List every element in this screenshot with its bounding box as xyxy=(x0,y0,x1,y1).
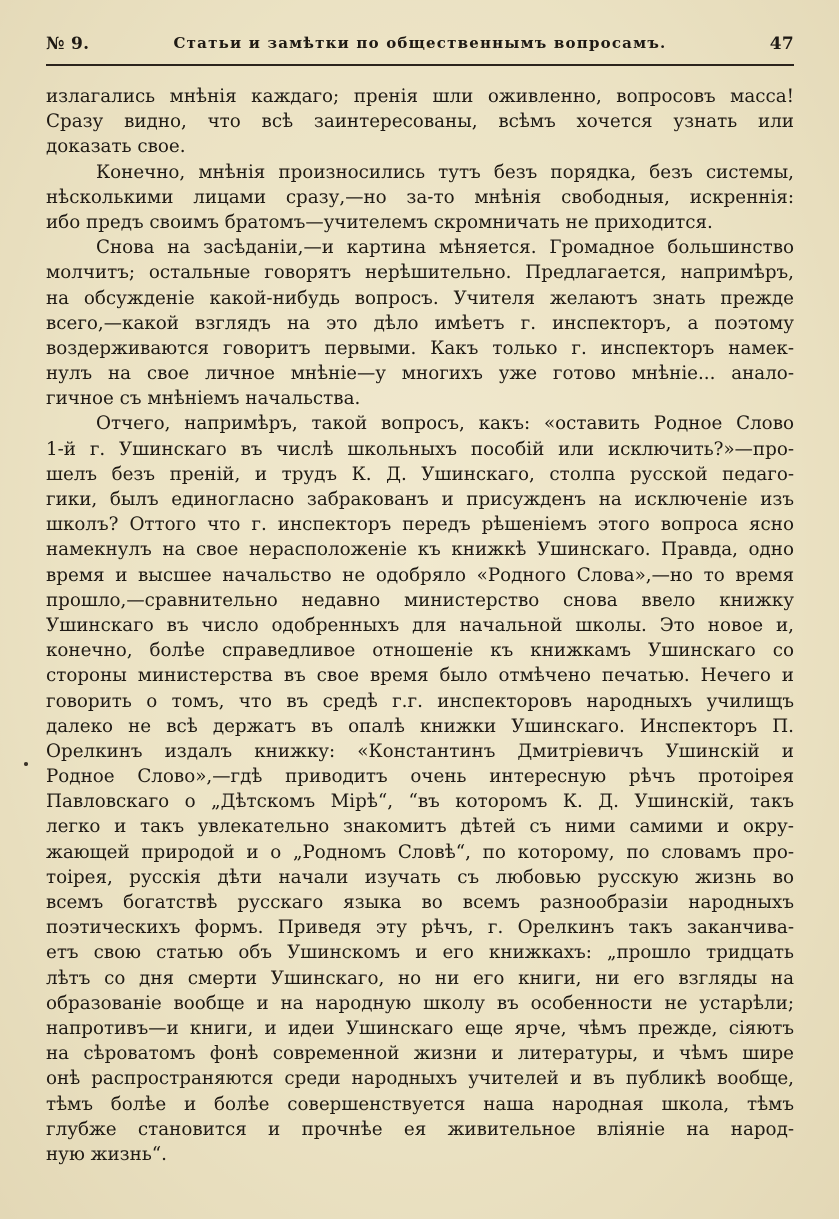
text-line: нулъ на свое личное мнѣніе—у многихъ уже готово мнѣніе... анало- xyxy=(46,363,794,385)
text-line: шелъ безъ преній, и трудъ К. Д. Ушинскаго, столпа русской педаго- xyxy=(46,463,794,485)
issue-number: № 9. xyxy=(46,34,90,54)
text-line: Снова на засѣданіи,—и картина мѣняется. Громадное большинство xyxy=(96,237,794,259)
text-line: говорить о томъ, что въ средѣ г.г. инспекторовъ народныхъ училищъ xyxy=(46,690,794,712)
text-line: глубже становится и прочнѣе ея живительное вліяніе на народ- xyxy=(46,1118,794,1140)
header-rule xyxy=(46,64,794,66)
text-line: доказать свое. xyxy=(46,136,186,158)
article-body xyxy=(46,84,794,1167)
text-line: ибо предъ своимъ братомъ—учителемъ скромничать не приходится. xyxy=(46,211,713,233)
text-line: тѣмъ болѣе и болѣе совершенствуется наша народная школа, тѣмъ xyxy=(46,1093,794,1115)
text-line: воздерживаются говоритъ первыми. Какъ только г. инспекторъ намек- xyxy=(46,337,794,359)
margin-speck xyxy=(24,762,28,766)
text-line: излагались мнѣнія каждаго; пренія шли оживленно, вопросовъ масса! xyxy=(46,86,794,107)
text-line: гичное съ мнѣніемъ начальства. xyxy=(46,388,361,410)
text-line: прошло,—сравнительно недавно министерство снова ввело книжку xyxy=(46,589,794,611)
text-line: Конечно, мнѣнія произносились тутъ безъ порядка, безъ системы, xyxy=(96,161,794,183)
text-line: поэтическихъ формъ. Приведя эту рѣчъ, г. Орелкинъ такъ заканчива- xyxy=(46,917,794,939)
text-line: время и высшее начальство не одобряло «Родного Слова»,—но то время xyxy=(46,564,794,586)
text-line: легко и такъ увлекательно знакомитъ дѣтей съ ними самими и окру- xyxy=(46,816,794,838)
text-line: 1-й г. Ушинскаго въ числѣ школьныхъ пособій или исключить?»—про- xyxy=(46,438,794,460)
text-line: Отчего, напримѣръ, такой вопросъ, какъ: «оставить Родное Слово xyxy=(96,413,794,435)
text-line: Павловскаго о „Дѣтскомъ Мірѣ“, “въ которомъ К. Д. Ушинскій, такъ xyxy=(46,791,794,813)
text-line: нѣсколькими лицами сразу,—но за-то мнѣнія свободныя, искреннія: xyxy=(46,186,794,208)
text-line: тоірея, русскія дѣти начали изучать съ любовью русскую жизнь во xyxy=(46,866,794,888)
text-line: намекнулъ на свое нерасположеніе къ книжкѣ Ушинскаго. Правда, одно xyxy=(46,539,794,561)
text-line: образованіе вообще и на народную школу въ особенности не устарѣли; xyxy=(46,992,794,1014)
text-line: етъ свою статью объ Ушинскомъ и его книжкахъ: „прошло тридцать xyxy=(46,942,794,964)
running-title: Статьи и замѣтки по общественнымъ вопросамъ. xyxy=(173,34,667,52)
running-header xyxy=(46,30,794,60)
text-line: Ушинскаго въ число одобренныхъ для начальной школы. Это новое и, xyxy=(46,614,794,636)
page-number: 47 xyxy=(769,34,794,54)
text-line: на обсужденіе какой-нибудь вопросъ. Учителя желаютъ знать прежде xyxy=(46,287,794,309)
text-line: Орелкинъ издалъ книжку: «Константинъ Дмитріевичъ Ушинскій и xyxy=(46,740,794,762)
text-line: лѣтъ со дня смерти Ушинскаго, но ни его книги, ни его взгляды на xyxy=(46,967,794,989)
text-line: всего,—какой взглядъ на это дѣло имѣетъ г. инспекторъ, а поэтому xyxy=(46,312,794,334)
text-line: жающей природой и о „Родномъ Словѣ“, по которому, по словамъ про- xyxy=(46,841,794,863)
text-line: молчитъ; остальные говорятъ нерѣшительно. Предлагается, напримѣръ, xyxy=(46,262,794,284)
text-line: Сразу видно, что всѣ заинтересованы, всѣмъ хочется узнать или xyxy=(46,111,794,133)
text-line: на сѣроватомъ фонѣ современной жизни и литературы, и чѣмъ шире xyxy=(46,1043,794,1065)
text-line: Родное Слово»,—гдѣ приводитъ очень интересную рѣчъ протоірея xyxy=(46,766,794,788)
text-line: далеко не всѣ держатъ въ опалѣ книжки Ушинскаго. Инспекторъ П. xyxy=(46,715,794,737)
text-line: напротивъ—и книги, и идеи Ушинскаго еще ярче, чѣмъ прежде, сіяютъ xyxy=(46,1017,794,1039)
text-line: онѣ распространяются среди народныхъ учителей и въ публикѣ вообще, xyxy=(46,1068,794,1090)
text-line: стороны министерства въ свое время было отмѣчено печатью. Нечего и xyxy=(46,665,794,687)
text-line: гики, былъ единогласно забракованъ и присужденъ на исключеніе изъ xyxy=(46,489,794,510)
text-line: школъ? Оттого что г. инспекторъ передъ рѣшеніемъ этого вопроса ясно xyxy=(46,514,794,536)
text-line: всемъ богатствѣ русскаго языка во всемъ разнообразіи народныхъ xyxy=(46,892,794,913)
text-line: ную жизнь“. xyxy=(46,1143,167,1165)
text-line: конечно, болѣе справедливое отношеніе къ книжкамъ Ушинскаго со xyxy=(46,640,794,662)
